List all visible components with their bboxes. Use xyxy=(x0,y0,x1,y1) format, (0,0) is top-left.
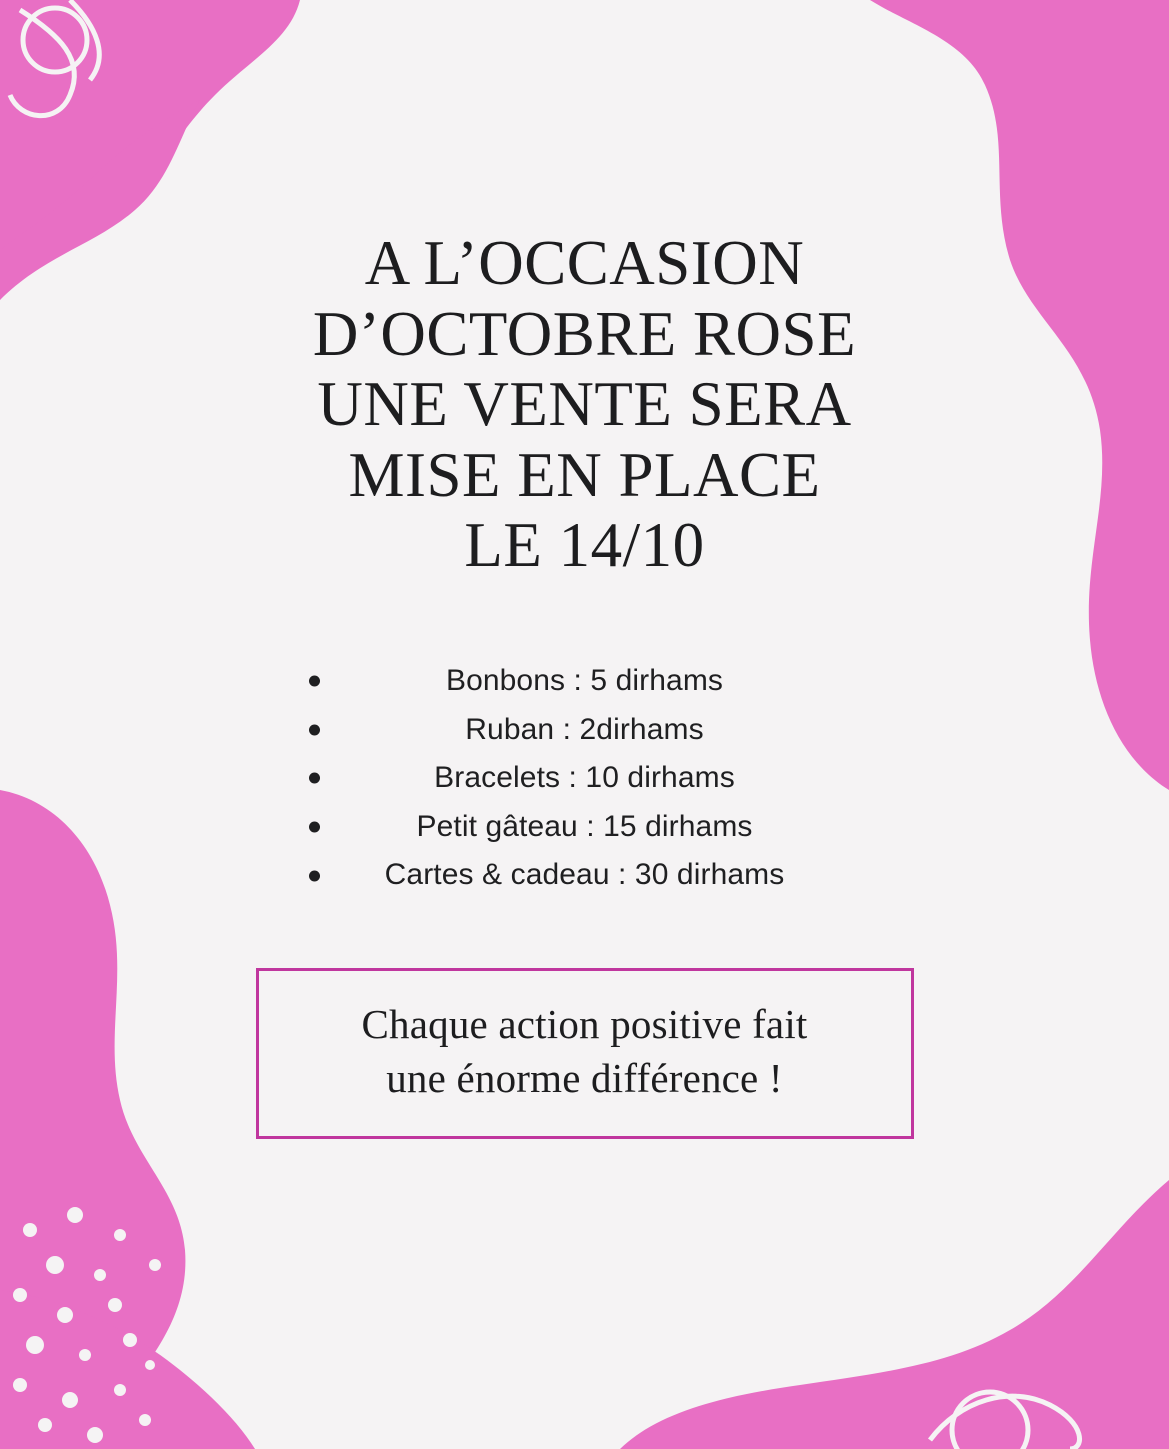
headline-line-4: MISE EN PLACE xyxy=(348,439,821,510)
headline-line-3: UNE VENTE SERA xyxy=(317,369,852,440)
quote-line-2: une énorme différence ! xyxy=(386,1055,783,1102)
list-item xyxy=(265,851,905,900)
list-item xyxy=(265,754,905,803)
price-item-label: Ruban : 2dirhams xyxy=(465,712,704,746)
price-item-label: Cartes & cadeau : 30 dirhams xyxy=(384,858,785,892)
headline-line-2: D’OCTOBRE ROSE xyxy=(312,298,857,369)
quote-line-1: Chaque action positive fait xyxy=(361,1000,808,1047)
bullet-icon xyxy=(309,773,320,784)
price-item-label: Bracelets : 10 dirhams xyxy=(434,761,735,795)
price-item-label: Petit gâteau : 15 dirhams xyxy=(416,809,753,843)
price-list xyxy=(265,657,905,900)
bullet-icon xyxy=(309,676,320,687)
list-item xyxy=(265,803,905,852)
page-title xyxy=(235,228,935,581)
bullet-icon xyxy=(309,724,320,735)
bullet-icon xyxy=(309,822,320,833)
list-item xyxy=(265,706,905,755)
quote-box xyxy=(256,968,914,1139)
headline-line-1: A L’OCCASION xyxy=(364,228,805,298)
bullet-icon xyxy=(309,870,320,881)
price-item-label: Bonbons : 5 dirhams xyxy=(445,663,724,697)
list-item xyxy=(265,657,905,706)
headline-line-5: LE 14/10 xyxy=(464,510,705,581)
